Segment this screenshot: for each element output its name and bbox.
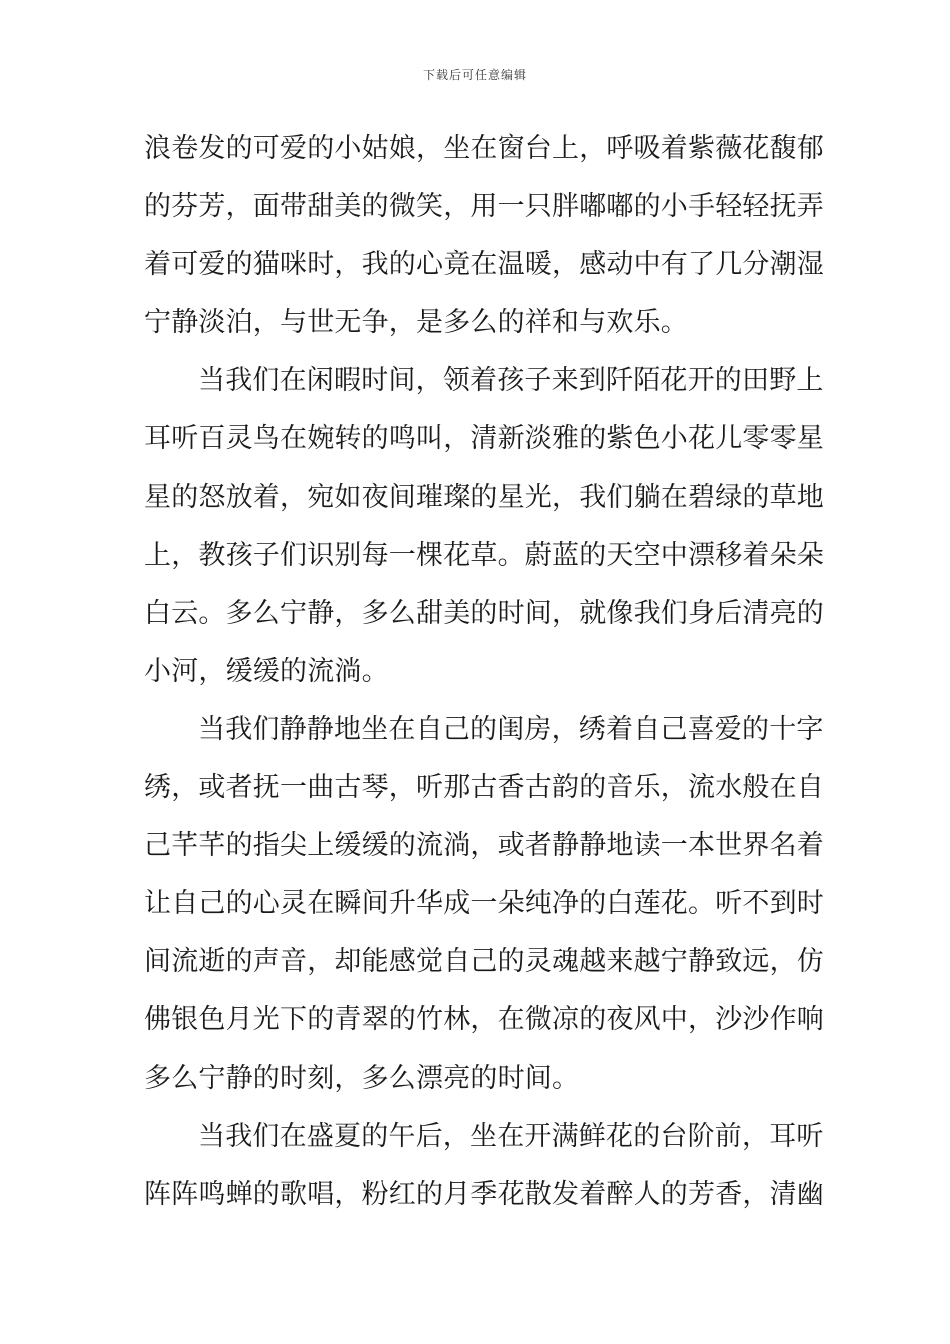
text-line: 星的怒放着，宛如夜间璀璨的星光，我们躺在碧绿的草地 — [144, 481, 824, 513]
document-body — [144, 120, 824, 1224]
text-line: 着可爱的猫咪时，我的心竟在温暖，感动中有了几分潮湿 — [144, 249, 824, 281]
text-line: 上，教孩子们识别每一棵花草。蔚蓝的天空中漂移着朵朵 — [144, 539, 824, 571]
text-line: 间流逝的声音，却能感觉自己的灵魂越来越宁静致远，仿 — [144, 946, 824, 978]
paragraph-first-line: 当我们在盛夏的午后，坐在开满鲜花的台阶前，耳听 — [198, 1120, 824, 1152]
text-line: 宁静淡泊，与世无争，是多么的祥和与欢乐。 — [144, 307, 688, 339]
page-header: 下载后可任意编辑 — [422, 68, 527, 82]
text-line: 白云。多么宁静，多么甜美的时间，就像我们身后清亮的 — [144, 597, 824, 629]
text-line: 小河，缓缓的流淌。 — [144, 655, 389, 687]
text-line: 己芊芊的指尖上缓缓的流淌，或者静静地读一本世界名着 — [144, 830, 824, 862]
text-line: 耳听百灵鸟在婉转的鸣叫，清新淡雅的紫色小花儿零零星 — [144, 423, 824, 455]
text-line: 让自己的心灵在瞬间升华成一朵纯净的白莲花。听不到时 — [144, 888, 824, 920]
paragraph-first-line: 当我们静静地坐在自己的闺房，绣着自己喜爱的十字 — [198, 713, 824, 745]
text-line: 浪卷发的可爱的小姑娘，坐在窗台上，呼吸着紫薇花馥郁 — [144, 133, 824, 164]
text-line: 绣，或者抚一曲古琴，听那古香古韵的音乐，流水般在自 — [144, 772, 824, 804]
text-line: 阵阵鸣蝉的歌唱，粉红的月季花散发着醉人的芳香，清幽 — [144, 1178, 824, 1210]
text-line: 佛银色月光下的青翠的竹林，在微凉的夜风中，沙沙作响 — [144, 1004, 824, 1036]
text-line: 的芬芳，面带甜美的微笑，用一只胖嘟嘟的小手轻轻抚弄 — [144, 191, 824, 223]
text-line: 多么宁静的时刻，多么漂亮的时间。 — [144, 1062, 580, 1094]
paragraph-first-line: 当我们在闲暇时间，领着孩子来到阡陌花开的田野上 — [198, 365, 824, 397]
